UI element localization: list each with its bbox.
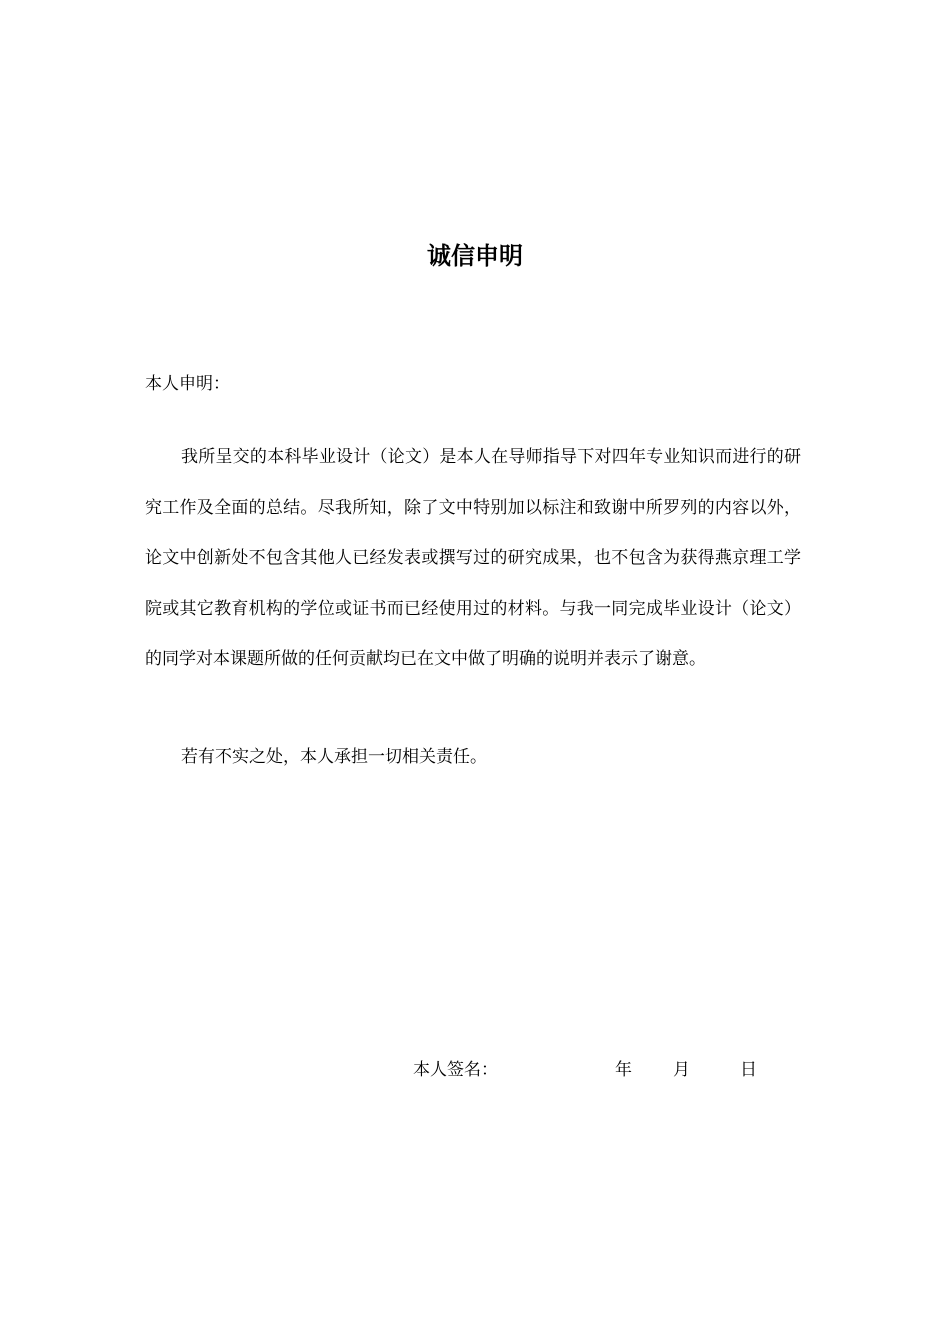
date-year-label: 年 [615, 1060, 632, 1080]
declaration-body: 我所呈交的本科毕业设计（论文）是本人在导师指导下对四年专业知识而进行的研究工作及全面的总结。尽我所知，除了文中特别加以标注和致谢中所罗列的内容以外，论文中创新处不包含其他人已经发表或撰写过的研究成果，也不包含为获得燕京理工学院或其它教育机构的学位或证书而已经使用过的材料。与我一同完成毕业设计（论文）的同学对本课题所做的任何贡献均已在文中做了明确的说明并表示了谢意。 [145, 447, 801, 669]
signature-line [0, 1056, 950, 1086]
date-day-label: 日 [740, 1060, 757, 1080]
date-month-label: 月 [673, 1060, 690, 1080]
signature-label: 本人签名： [413, 1060, 498, 1080]
page-title: 诚信申明 [427, 242, 523, 270]
closing-statement: 若有不实之处，本人承担一切相关责任。 [181, 747, 487, 767]
intro-text: 本人申明： [145, 374, 230, 394]
